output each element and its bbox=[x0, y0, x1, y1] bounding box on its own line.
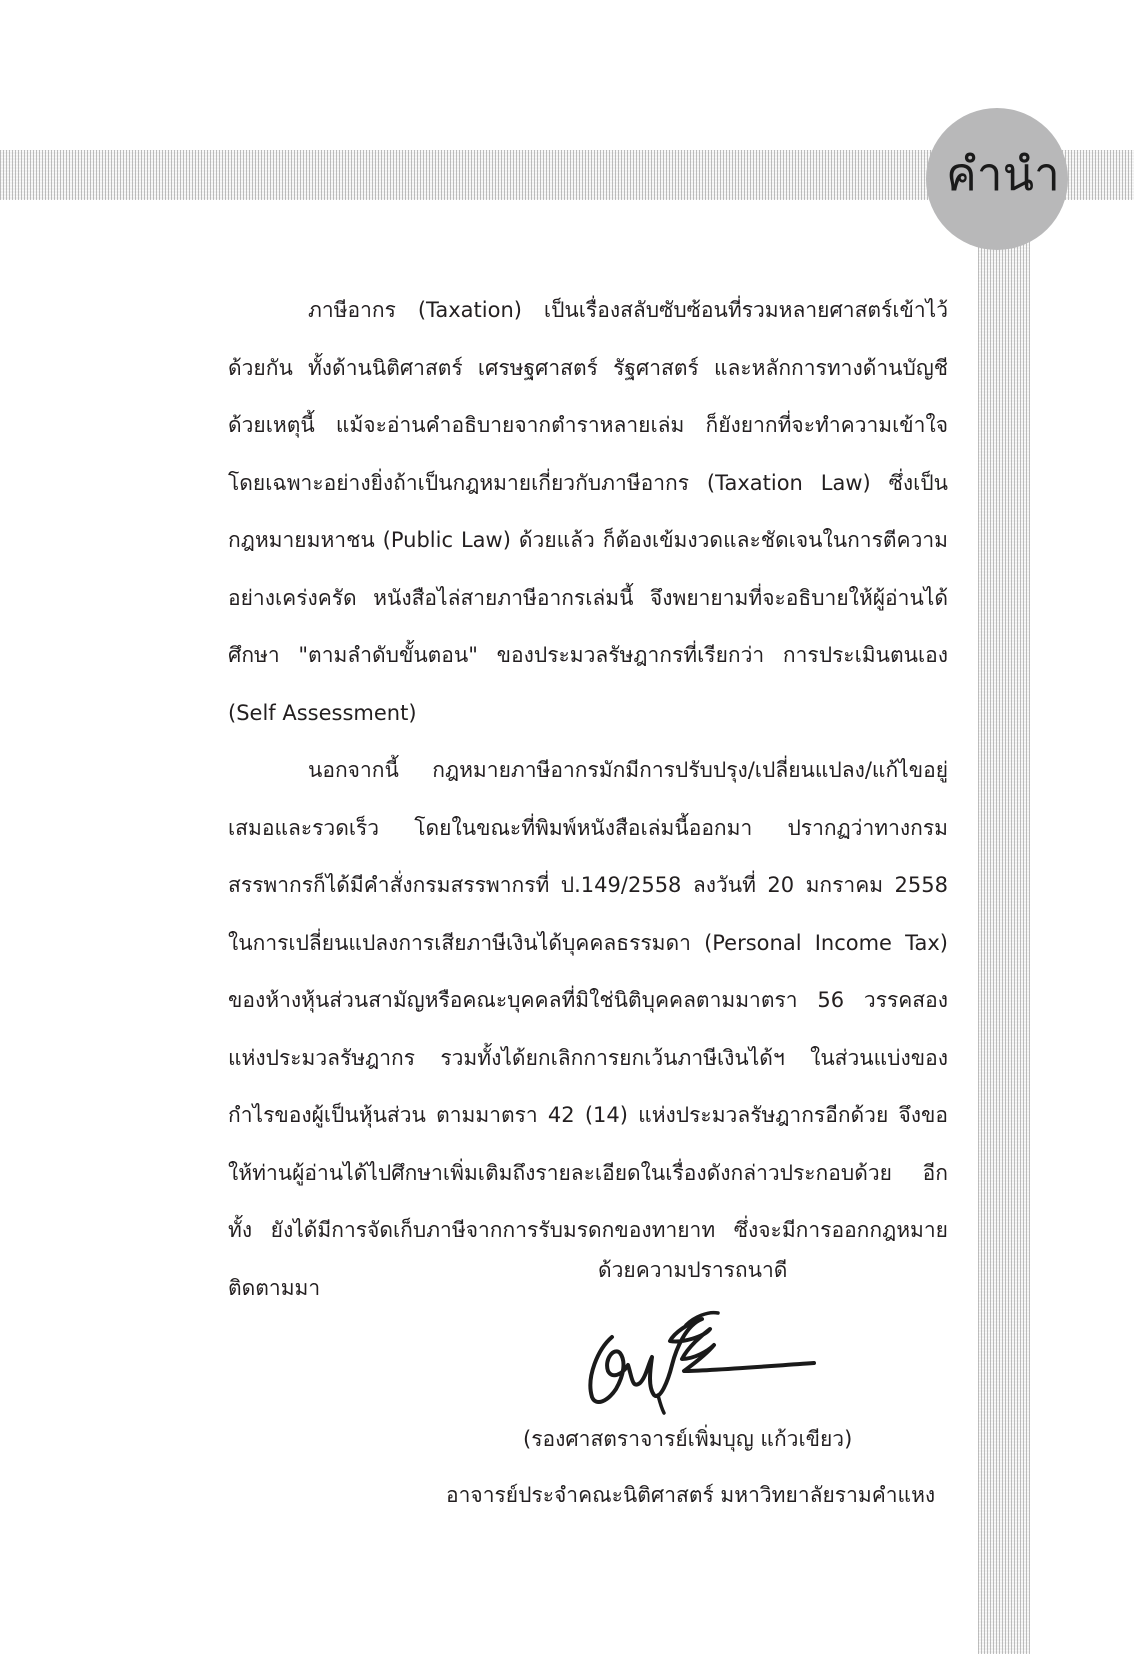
preface-paragraph-1: ภาษีอากร (Taxation) เป็นเรื่องสลับซับซ้อนที่รวมหลายศาสตร์เข้าไว้ด้วยกัน ทั้งด้านนิติศาสตร์ เศรษฐศาสตร์ รัฐศาสตร์ และหลักการทางด้านบัญชี ด้วยเหตุนี้ แม้จะอ่านคำอธิบายจากตำราหลายเล่ม ก็ยังยากที่จะทำความเข้าใจ โดยเฉพาะอย่างยิ่งถ้าเป็นกฎหมายเกี่ยวกับภาษีอากร (Taxation Law) ซึ่งเป็นกฎหมายมหาชน (Public Law) ด้วยแล้ว ก็ต้องเข้มงวดและชัดเจนในการตีความอย่างเคร่งครัด หนังสือไล่สายภาษีอากรเล่มนี้ จึงพยายามที่จะอธิบายให้ผู้อ่านได้ศึกษา "ตามลำดับขั้นตอน" ของประมวลรัษฎากรที่เรียกว่า การประเมินตนเอง (Self Assessment) bbox=[228, 298, 948, 725]
author-affiliation: อาจารย์ประจำคณะนิติศาสตร์ มหาวิทยาลัยรามคำแหง bbox=[446, 1483, 936, 1507]
author-name: (รองศาสตราจารย์เพิ่มบุญ แก้วเขียว) bbox=[523, 1427, 853, 1451]
preface-body bbox=[228, 282, 948, 1317]
side-decorative-band bbox=[978, 150, 1030, 1654]
closing-salutation: ด้วยความปรารถนาดี bbox=[598, 1258, 788, 1282]
page-title: คำนำ bbox=[946, 147, 1060, 201]
signature-image bbox=[586, 1305, 816, 1415]
preface-paragraph-2: นอกจากนี้ กฎหมายภาษีอากรมักมีการปรับปรุง/เปลี่ยนแปลง/แก้ไขอยู่เสมอและรวดเร็ว โดยในขณะที่พิมพ์หนังสือเล่มนี้ออกมา ปรากฏว่าทางกรมสรรพากรก็ได้มีคำสั่งกรมสรรพากรที่ ป.149/2558 ลงวันที่ 20 มกราคม 2558 ในการเปลี่ยนแปลงการเสียภาษีเงินได้บุคคลธรรมดา (Personal Income Tax) ของห้างหุ้นส่วนสามัญหรือคณะบุคคลที่มิใช่นิติบุคคลตามมาตรา 56 วรรคสอง แห่งประมวลรัษฎากร รวมทั้งได้ยกเลิกการยกเว้นภาษีเงินได้ฯ ในส่วนแบ่งของกำไรของผู้เป็นหุ้นส่วน ตามมาตรา 42 (14) แห่งประมวลรัษฎากรอีกด้วย จึงขอให้ท่านผู้อ่านได้ไปศึกษาเพิ่มเติมถึงรายละเอียดในเรื่องดังกล่าวประกอบด้วย อีกทั้ง ยังได้มีการจัดเก็บภาษีจากการรับมรดกของทายาท ซึ่งจะมีการออกกฎหมายติดตามมา bbox=[228, 758, 948, 1300]
